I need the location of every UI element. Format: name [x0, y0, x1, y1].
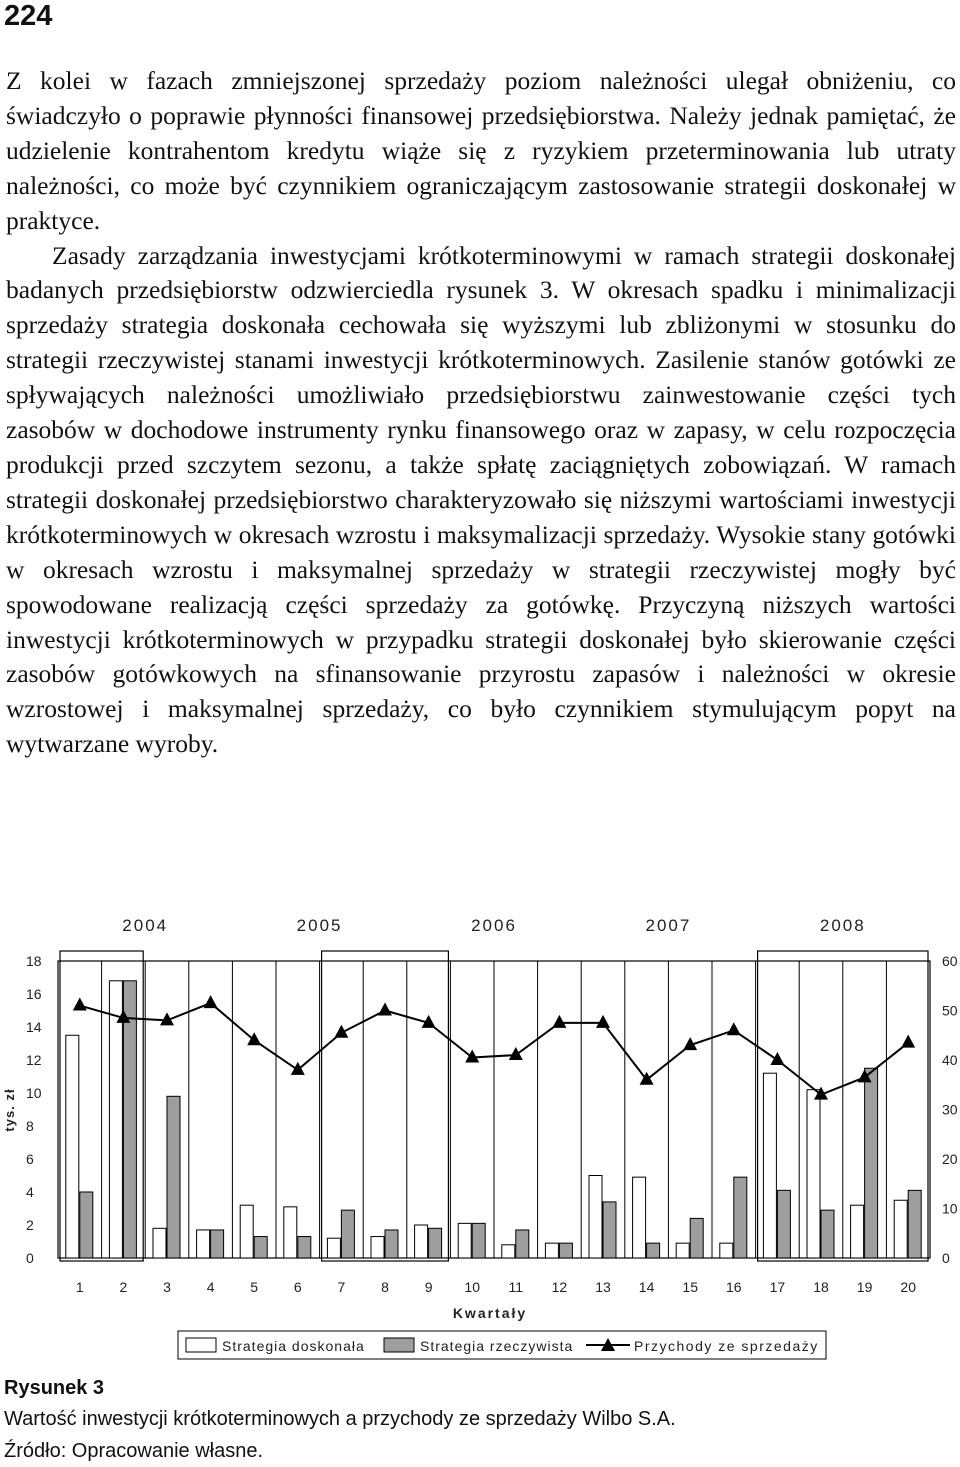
point-przychody	[901, 1035, 915, 1048]
bar-strategia-doskonala	[894, 1200, 907, 1258]
y-tick-label: 2	[26, 1217, 34, 1233]
y-tick-label: 14	[26, 1019, 42, 1035]
year-label: 2008	[819, 916, 866, 935]
x-tick-label: 7	[337, 1279, 346, 1295]
point-przychody	[291, 1062, 305, 1075]
y-tick-label: 4	[26, 1184, 34, 1200]
x-tick-label: 4	[206, 1279, 215, 1295]
y-tick-label: 18	[26, 953, 42, 969]
paragraph-1: Z kolei w fazach zmniejszonej sprzedaży poziom należności ulegał obniżeniu, co świadczyło o poprawie płynności finansowej przedsiębiorstwa. Należy jednak pamiętać, że udzielenie kontrahentom kredytu wiąże się z ryzykiem przeterminowania lub utraty należności, co może być czynnikiem ograniczającym zastosowanie strategii doskonałej w praktyce.	[6, 66, 956, 235]
y2-tick-label: 50	[942, 1002, 958, 1019]
bar-strategia-doskonala	[851, 1205, 864, 1258]
point-przychody	[596, 1015, 610, 1028]
x-tick-label: 3	[163, 1279, 171, 1295]
x-tick-label: 15	[682, 1279, 698, 1295]
x-tick-label: 6	[293, 1279, 302, 1295]
figure-source: Źródło: Opracowanie własne.	[4, 1440, 264, 1462]
bar-strategia-rzeczywista	[777, 1190, 790, 1258]
point-przychody	[552, 1015, 566, 1028]
body-text	[6, 64, 956, 762]
x-tick-label: 2	[119, 1279, 128, 1295]
bar-strategia-doskonala	[240, 1205, 253, 1258]
bar-strategia-doskonala	[720, 1243, 733, 1258]
page-number: 224	[4, 0, 53, 32]
quarter-group-box	[322, 951, 449, 1261]
y2-tick-label: 40	[942, 1052, 958, 1068]
bar-strategia-rzeczywista	[603, 1202, 616, 1258]
y2-tick-label: 20	[942, 1151, 958, 1167]
legend-label-przychody: Przychody ze sprzedaży	[634, 1338, 819, 1354]
x-tick-label: 16	[726, 1279, 742, 1295]
bar-strategia-doskonala	[633, 1177, 646, 1258]
bar-strategia-rzeczywista	[341, 1210, 354, 1258]
bar-strategia-rzeczywista	[80, 1192, 93, 1258]
year-label: 2004	[122, 916, 169, 935]
legend-label-strategia-rzeczywista: Strategia rzeczywista	[420, 1338, 574, 1354]
y2-tick-label: 10	[942, 1200, 958, 1217]
bar-strategia-rzeczywista	[908, 1190, 921, 1258]
y2-tick-label: 0	[942, 1250, 950, 1266]
x-tick-label: 10	[464, 1279, 480, 1295]
point-przychody	[770, 1052, 784, 1065]
bar-strategia-rzeczywista	[472, 1223, 485, 1258]
y-axis-label: tys. zł	[2, 1088, 17, 1132]
point-przychody	[378, 1003, 392, 1016]
bar-strategia-doskonala	[763, 1073, 776, 1258]
y-tick-label: 8	[26, 1118, 34, 1134]
bar-strategia-rzeczywista	[865, 1068, 878, 1258]
year-label: 2006	[471, 916, 517, 935]
bar-strategia-doskonala	[284, 1207, 297, 1258]
bar-strategia-doskonala	[676, 1243, 689, 1258]
figure-caption: Wartość inwestycji krótkoterminowych a przychody ze sprzedaży Wilbo S.A.	[4, 1408, 676, 1430]
bar-strategia-doskonala	[545, 1243, 558, 1258]
bar-strategia-rzeczywista	[821, 1210, 834, 1258]
y-tick-label: 16	[26, 986, 42, 1002]
point-przychody	[727, 1022, 741, 1035]
bar-strategia-doskonala	[415, 1225, 428, 1258]
x-tick-label: 13	[595, 1279, 611, 1295]
y-tick-label: 6	[26, 1151, 34, 1167]
point-przychody	[73, 998, 87, 1011]
chart	[0, 900, 960, 1370]
point-przychody	[204, 995, 218, 1008]
bar-strategia-doskonala	[502, 1245, 515, 1258]
legend-label-strategia-doskonala: Strategia doskonała	[222, 1338, 365, 1354]
bar-strategia-rzeczywista	[516, 1230, 529, 1258]
bar-strategia-doskonala	[66, 1035, 79, 1258]
x-tick-label: 11	[508, 1279, 524, 1295]
bar-strategia-doskonala	[153, 1228, 166, 1258]
bar-strategia-rzeczywista	[167, 1096, 180, 1258]
legend-swatch-strategia-doskonala	[186, 1338, 216, 1352]
bar-strategia-doskonala	[458, 1223, 471, 1258]
year-label: 2005	[296, 916, 343, 935]
bar-strategia-doskonala	[371, 1237, 384, 1258]
x-tick-label: 5	[250, 1279, 259, 1295]
x-tick-label: 14	[638, 1279, 655, 1295]
figure-label: Rysunek 3	[4, 1377, 105, 1399]
bar-strategia-rzeczywista	[690, 1218, 703, 1258]
x-tick-label: 17	[769, 1279, 786, 1295]
x-tick-label: 18	[813, 1279, 829, 1295]
point-przychody	[247, 1032, 261, 1045]
x-tick-label: 1	[75, 1279, 84, 1295]
bar-strategia-doskonala	[197, 1230, 210, 1258]
x-axis-label: Kwartały	[452, 1305, 528, 1321]
bar-strategia-rzeczywista	[385, 1230, 398, 1258]
x-tick-label: 12	[551, 1279, 568, 1295]
legend	[178, 1331, 826, 1359]
x-tick-label: 9	[424, 1279, 433, 1295]
bar-strategia-rzeczywista	[429, 1228, 442, 1258]
y-tick-label: 10	[26, 1085, 42, 1101]
bar-strategia-doskonala	[589, 1176, 602, 1259]
bar-strategia-rzeczywista	[211, 1230, 224, 1258]
x-tick-label: 19	[856, 1279, 873, 1295]
bar-strategia-doskonala	[327, 1238, 340, 1258]
y2-tick-label: 60	[942, 953, 958, 969]
y-tick-label: 12	[26, 1052, 42, 1068]
paragraph-2: Zasady zarządzania inwestycjami krótkoterminowymi w ramach strategii doskonałej badanych przedsiębiorstw odzwierciedla rysunek 3. W okresach spadku i minimalizacji sprzedaży strategia doskonała cechowała się wyższymi lub zbliżonymi w stosunku do strategii rzeczywistej stanami inwestycji krótkoterminowych. Zasilenie stanów gotówki ze spływających należności umożliwiało przedsiębiorstwu zainwestowanie części tych zasobów w dochodowe instrumenty rynku finansowego oraz w zapasy, w celu rozpoczęcia produkcji przed szczytem sezonu, a także spłatę zaciągniętych zobowiązań. W ramach strategii doskonałej przedsiębiorstwo charakteryzowało się niższymi wartościami inwestycji krótkoterminowych w okresach wzrostu i maksymalizacji sprzedaży. Wysokie stany gotówki w okresach wzrostu i maksymalnej sprzedaży w strategii rzeczywistej mogły być spowodowane realizacją części sprzedaży za gotówkę. Przyczyną niższych wartości inwestycji krótkoterminowych w przypadku strategii doskonałej było skierowanie części zasobów gotówkowych na sfinansowanie przyrostu zapasów i należności w okresie wzrostowej i maksymalnej sprzedaży, co było czynnikiem stymulującym popyt na wytwarzane wyroby.	[6, 240, 956, 759]
x-tick-label: 8	[381, 1279, 389, 1295]
bar-strategia-rzeczywista	[254, 1237, 267, 1258]
point-przychody	[465, 1050, 479, 1063]
bar-strategia-rzeczywista	[559, 1243, 572, 1258]
point-przychody	[509, 1047, 523, 1060]
bar-strategia-rzeczywista	[298, 1237, 311, 1258]
bar-strategia-rzeczywista	[734, 1177, 747, 1258]
y2-tick-label: 30	[942, 1101, 958, 1118]
bar-strategia-rzeczywista	[647, 1243, 660, 1258]
x-tick-label: 20	[900, 1279, 916, 1295]
y-tick-label: 0	[26, 1250, 34, 1266]
bar-strategia-doskonala	[807, 1090, 820, 1258]
year-label: 2007	[645, 916, 692, 935]
legend-swatch-strategia-rzeczywista	[384, 1338, 414, 1352]
